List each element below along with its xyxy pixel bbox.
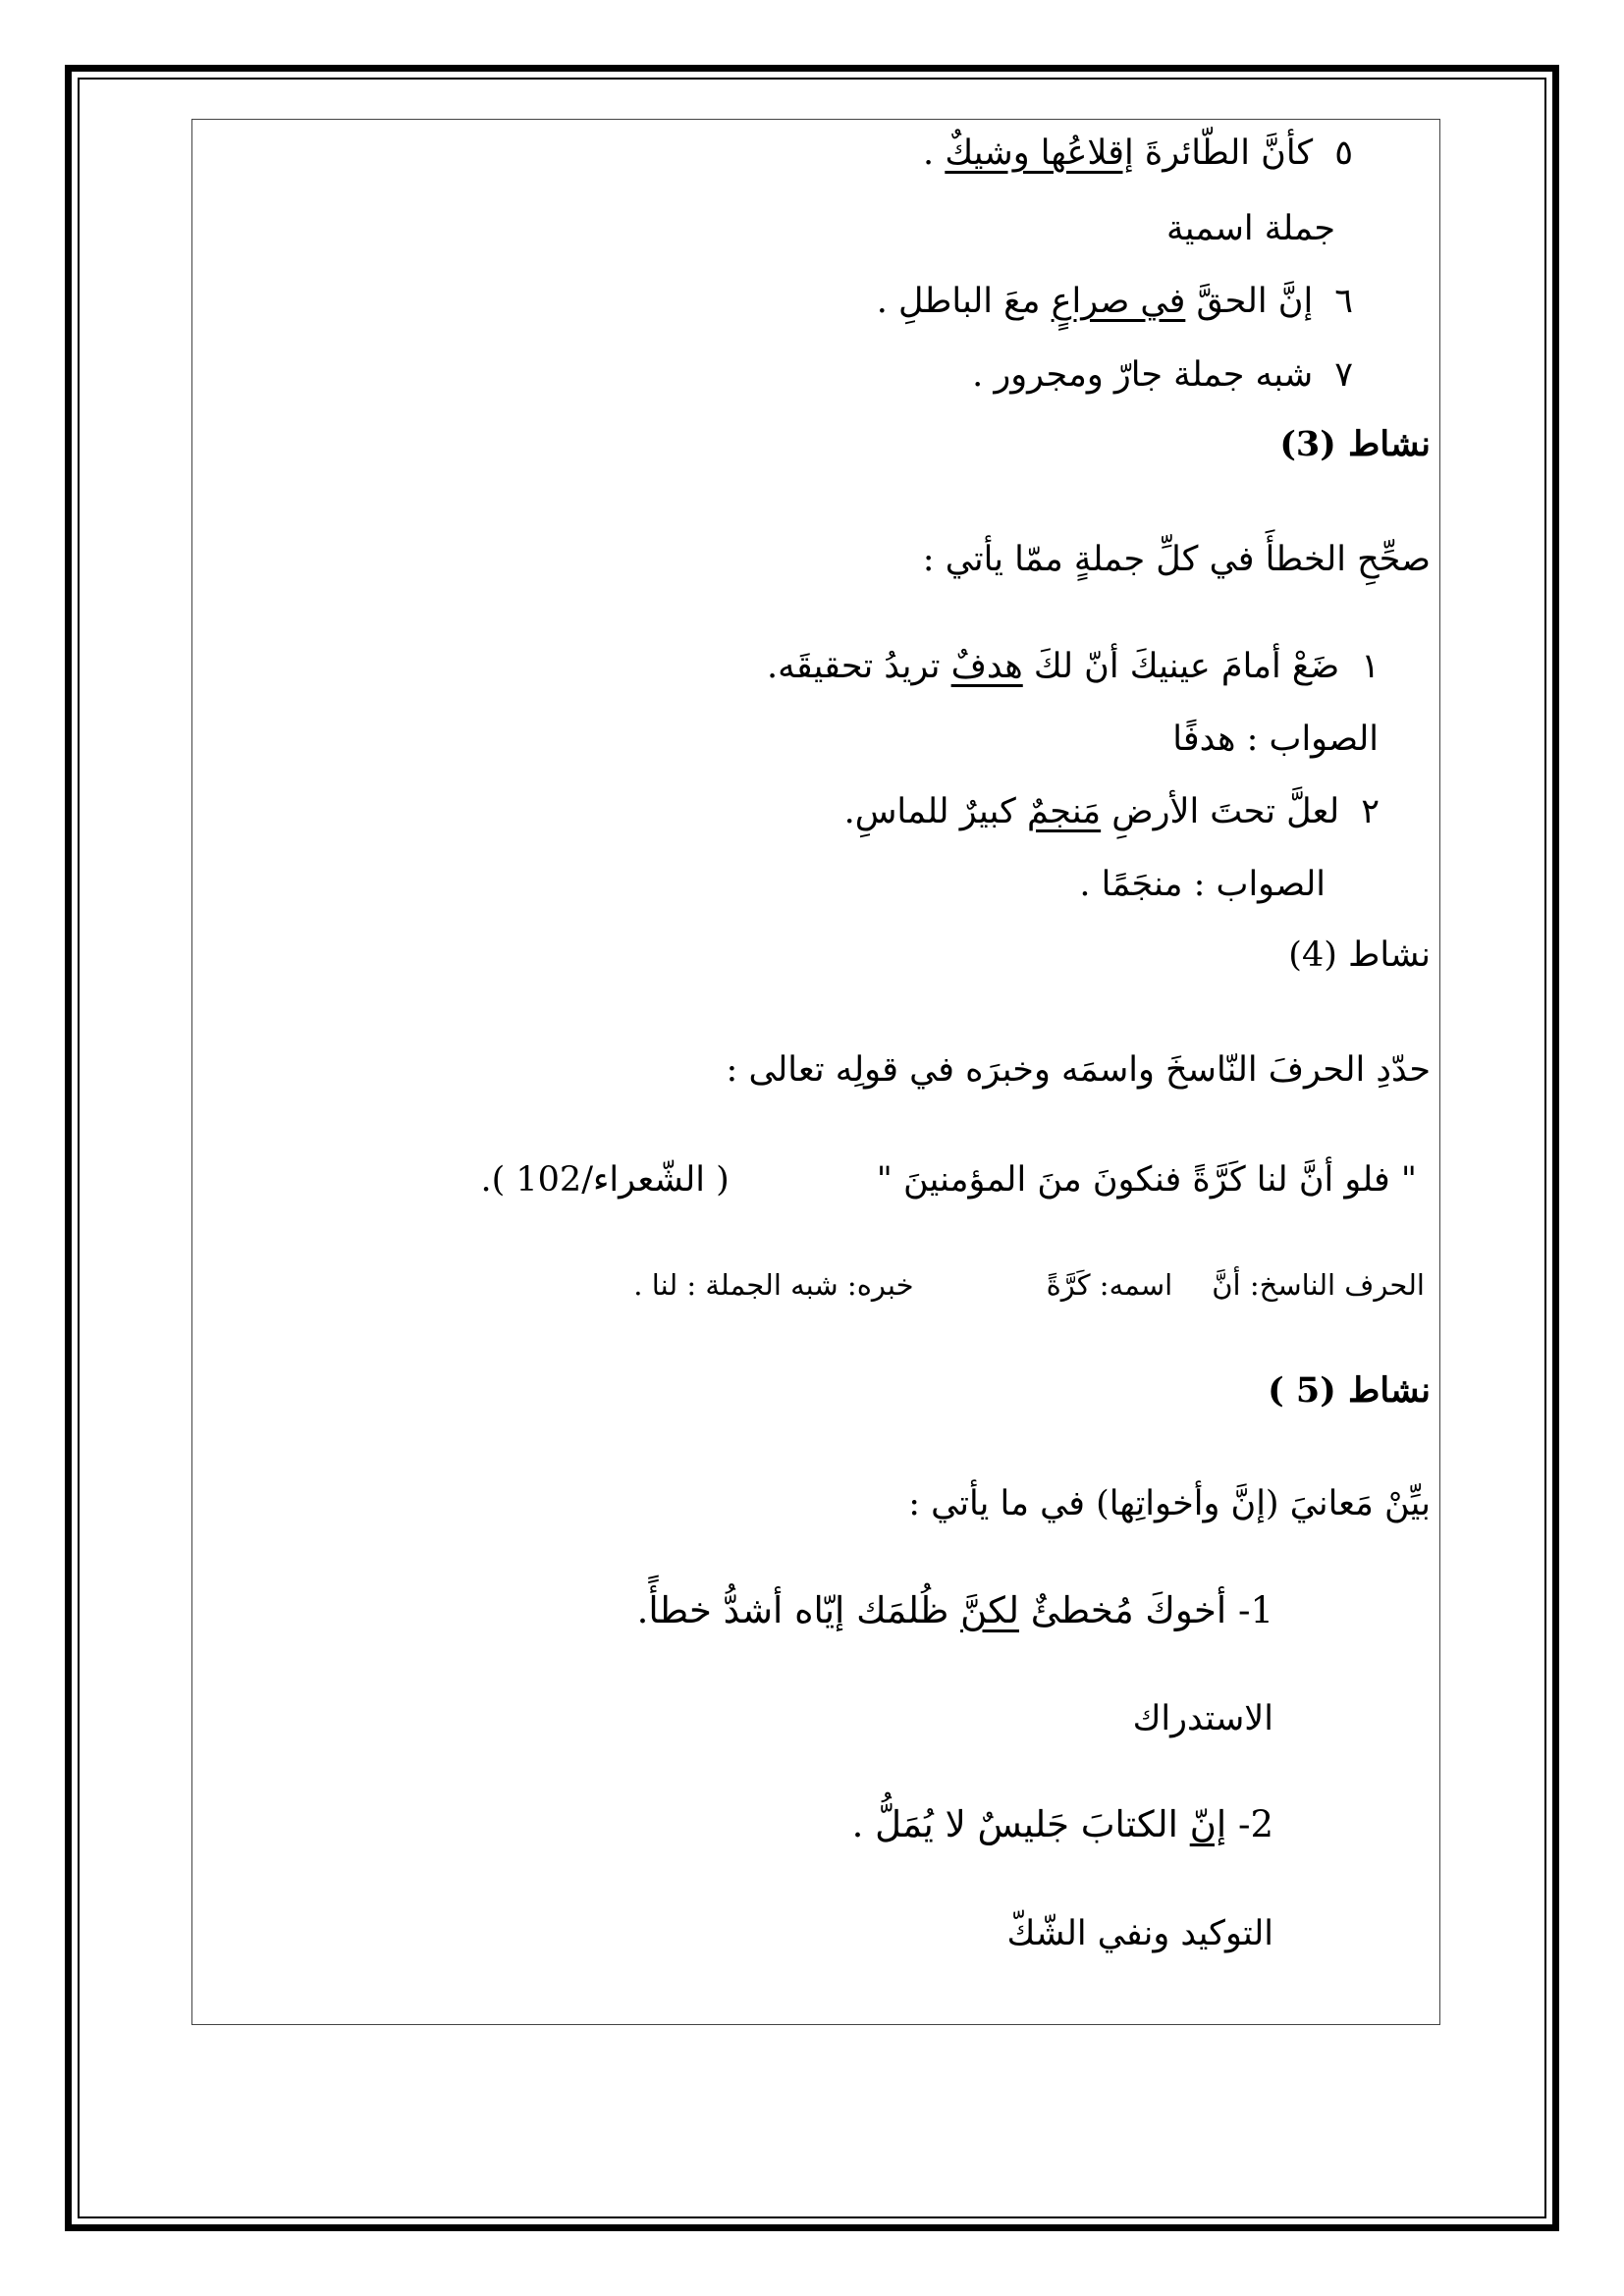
activity-3-answer-2: الصواب : منجَمًا . <box>1079 865 1326 904</box>
underlined-phrase: في صراعٍ <box>1051 282 1186 321</box>
activity-3-item-2 <box>844 792 1380 831</box>
activity-3-instruction: صحِّحِ الخطأَ في كلِّ جملةٍ ممّا يأتي : <box>922 540 1431 579</box>
verse-reference: ( الشّعراء/102 ). <box>480 1160 730 1200</box>
question-number: ٦ <box>1334 282 1353 321</box>
question-text-end: . <box>923 133 946 173</box>
activity-5-answer-1: الاستدراك <box>1132 1699 1273 1738</box>
question-number: ٥ <box>1334 133 1353 173</box>
question-text: إنَّ الحقَّ <box>1185 282 1314 321</box>
question-text: لعلَّ تحتَ الأرضِ <box>1101 792 1340 831</box>
question-6 <box>877 282 1353 321</box>
underlined-phrase: إقلاعُها وشيكٌ <box>945 133 1134 173</box>
underlined-phrase: لكنَّ <box>960 1589 1019 1631</box>
activity-5-answer-2: التوكيد ونفي الشّكّ <box>1006 1914 1273 1953</box>
question-7 <box>972 355 1353 395</box>
question-text-end: الكتابَ جَليسٌ لا يُمَلُّ . <box>851 1803 1190 1845</box>
question-text: أخوكَ مُخطئٌ <box>1018 1589 1238 1631</box>
underlined-phrase: هدفٌ <box>950 647 1023 686</box>
activity-4-answer <box>633 1269 1425 1302</box>
activity-5-instruction: بيِّنْ مَعانيَ (إنَّ وأخواتِها) في ما يأتي : <box>908 1484 1431 1523</box>
answer-noun: اسمه: كَرَّةً <box>1046 1268 1173 1302</box>
underlined-phrase: مَنجمٌ <box>1026 792 1102 831</box>
question-5 <box>923 133 1353 173</box>
question-text-end: معَ الباطلِ . <box>876 282 1052 321</box>
activity-4-title: نشاط (4) <box>1288 935 1431 975</box>
activity-5-title: نشاط (5 ) <box>1268 1370 1431 1411</box>
question-text-end: كبيرٌ للماسِ. <box>843 792 1027 831</box>
question-text: ضَعْ أمامَ عينيكَ أنّ لكَ <box>1022 647 1340 686</box>
activity-3-answer-1: الصواب : هدفًا <box>1172 720 1379 759</box>
activity-5-item-2 <box>852 1804 1273 1846</box>
question-text <box>1226 1803 1238 1845</box>
activity-3-item-1 <box>767 647 1380 686</box>
answer-5: جملة اسمية <box>1166 209 1335 248</box>
quran-verse: " فلو أنَّ لنا كَرَّةً فنكونَ منَ المؤمنينَ " <box>876 1160 1417 1200</box>
activity-3-title: نشاط (3) <box>1279 424 1431 464</box>
activity-4-verse-line <box>480 1160 1417 1200</box>
question-number: ١ <box>1361 647 1380 686</box>
question-text-end: تريدُ تحقيقَه. <box>767 647 951 686</box>
answer-predicate: خبره: شبه الجملة : لنا . <box>633 1268 914 1302</box>
activity-5-item-1 <box>637 1590 1273 1632</box>
question-number: 2- <box>1237 1803 1273 1845</box>
underlined-phrase: إنّ <box>1189 1803 1227 1845</box>
answer-particle: الحرف الناسخ: أنَّ <box>1212 1268 1425 1302</box>
question-number: ٧ <box>1334 355 1353 395</box>
question-text: كأنَّ الطّائرةَ <box>1133 133 1314 173</box>
question-text-end: ظُلمَك إيّاه أشدُّ خطأً. <box>636 1589 961 1631</box>
question-number: 1- <box>1237 1589 1273 1631</box>
activity-4-instruction: حدّدِ الحرفَ النّاسخَ واسمَه وخبرَه في قولِه تعالى : <box>726 1050 1431 1090</box>
question-text: شبه جملة جارّ ومجرور . <box>972 355 1314 395</box>
question-number: ٢ <box>1361 792 1380 831</box>
